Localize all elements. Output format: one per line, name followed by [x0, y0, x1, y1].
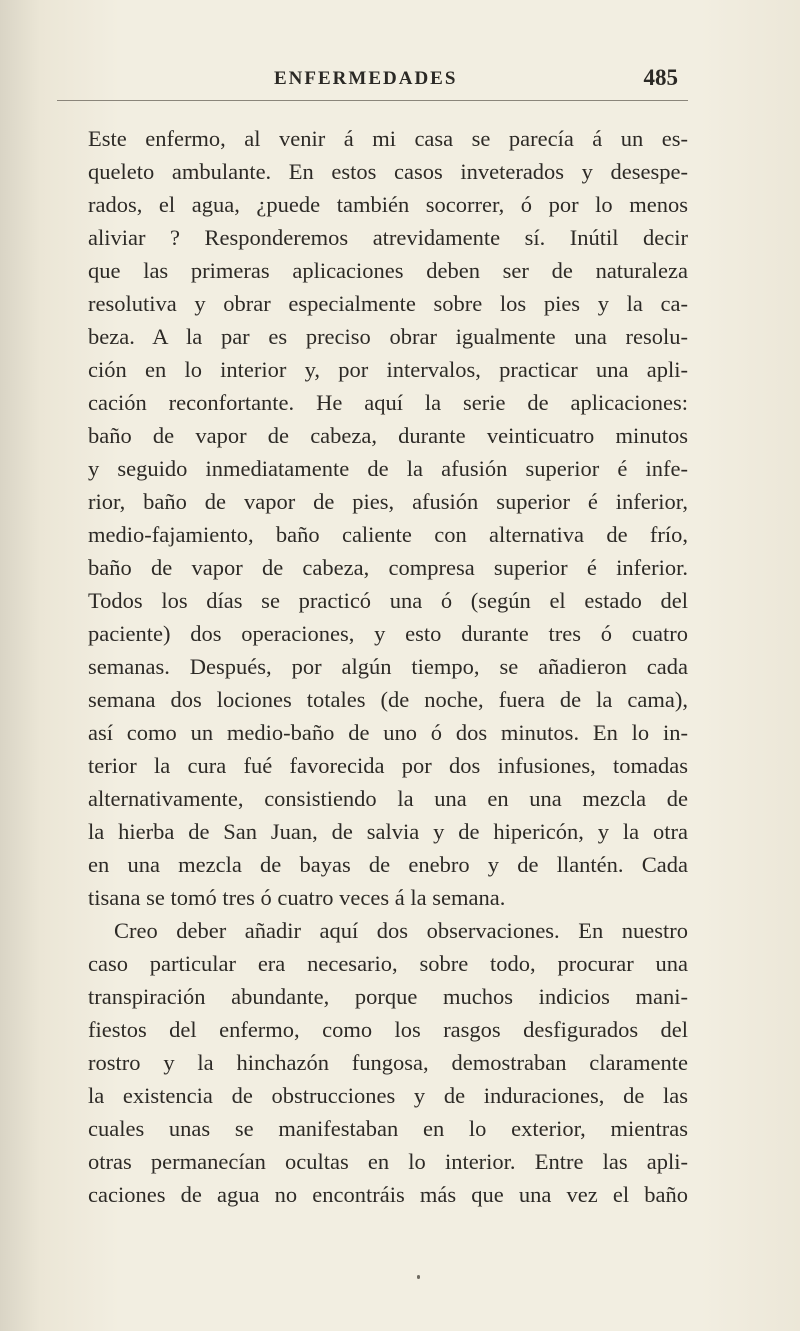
text-line: y seguido inmediatamente de la afusión superior é infe-	[88, 456, 688, 481]
text-line: Todos los días se practicó una ó (según el estado del	[88, 588, 688, 613]
text-line: paciente) dos operaciones, y esto durante tres ó cuatro	[88, 621, 688, 646]
text-line: que las primeras aplicaciones deben ser de naturaleza	[88, 258, 688, 283]
text-line: baño de vapor de cabeza, durante veinticuatro minutos	[88, 423, 688, 448]
text-line: resolutiva y obrar especialmente sobre los pies y la ca-	[88, 291, 688, 316]
text-line: cuales unas se manifestaban en lo exterior, mientras	[88, 1116, 688, 1141]
text-line: fiestos del enfermo, como los rasgos desfigurados del	[88, 1017, 688, 1042]
text-line: rados, el agua, ¿puede también socorrer, ó por lo menos	[88, 192, 688, 217]
text-line: rior, baño de vapor de pies, afusión superior é inferior,	[88, 489, 688, 514]
text-line: caso particular era necesario, sobre todo, procurar una	[88, 951, 688, 976]
running-title: ENFERMEDADES	[274, 68, 458, 89]
text-line: así como un medio-baño de uno ó dos minutos. En lo in-	[88, 720, 688, 745]
text-line: caciones de agua no encontráis más que una vez el baño	[88, 1182, 688, 1207]
body-text	[62, 122, 688, 1211]
text-line: terior la cura fué favorecida por dos infusiones, tomadas	[88, 753, 688, 778]
text-line: Este enfermo, al venir á mi casa se parecía á un es-	[88, 126, 688, 151]
text-line: Creo deber añadir aquí dos observaciones. En nuestro	[114, 918, 688, 943]
text-line: en una mezcla de bayas de enebro y de llantén. Cada	[88, 852, 688, 877]
text-line: cación reconfortante. He aquí la serie de aplicaciones:	[88, 390, 688, 415]
text-line: beza. A la par es preciso obrar igualmente una resolu-	[88, 324, 688, 349]
text-line: transpiración abundante, porque muchos indicios mani-	[88, 984, 688, 1009]
paragraph	[62, 122, 688, 914]
page-header	[57, 60, 688, 101]
text-line: medio-fajamiento, baño caliente con alternativa de frío,	[88, 522, 688, 547]
text-line: tisana se tomó tres ó cuatro veces á la semana.	[88, 885, 506, 910]
text-line: la hierba de San Juan, de salvia y de hipericón, y la otra	[88, 819, 688, 844]
text-line: rostro y la hinchazón fungosa, demostraban claramente	[88, 1050, 688, 1075]
text-line: baño de vapor de cabeza, compresa superior é inferior.	[88, 555, 688, 580]
text-line: queleto ambulante. En estos casos inveterados y desespe-	[88, 159, 688, 184]
text-line: otras permanecían ocultas en lo interior. Entre las apli-	[88, 1149, 688, 1174]
text-line: semanas. Después, por algún tiempo, se añadieron cada	[88, 654, 688, 679]
text-line: aliviar ? Responderemos atrevidamente sí. Inútil decir	[88, 225, 688, 250]
text-line: semana dos lociones totales (de noche, fuera de la cama),	[88, 687, 688, 712]
paragraph	[62, 914, 688, 1211]
text-line: alternativamente, consistiendo la una en una mezcla de	[88, 786, 688, 811]
page-number: 485	[643, 65, 678, 90]
text-line: ción en lo interior y, por intervalos, practicar una apli-	[88, 357, 688, 382]
ink-speck	[417, 1275, 420, 1279]
text-line: la existencia de obstrucciones y de induraciones, de las	[88, 1083, 688, 1108]
